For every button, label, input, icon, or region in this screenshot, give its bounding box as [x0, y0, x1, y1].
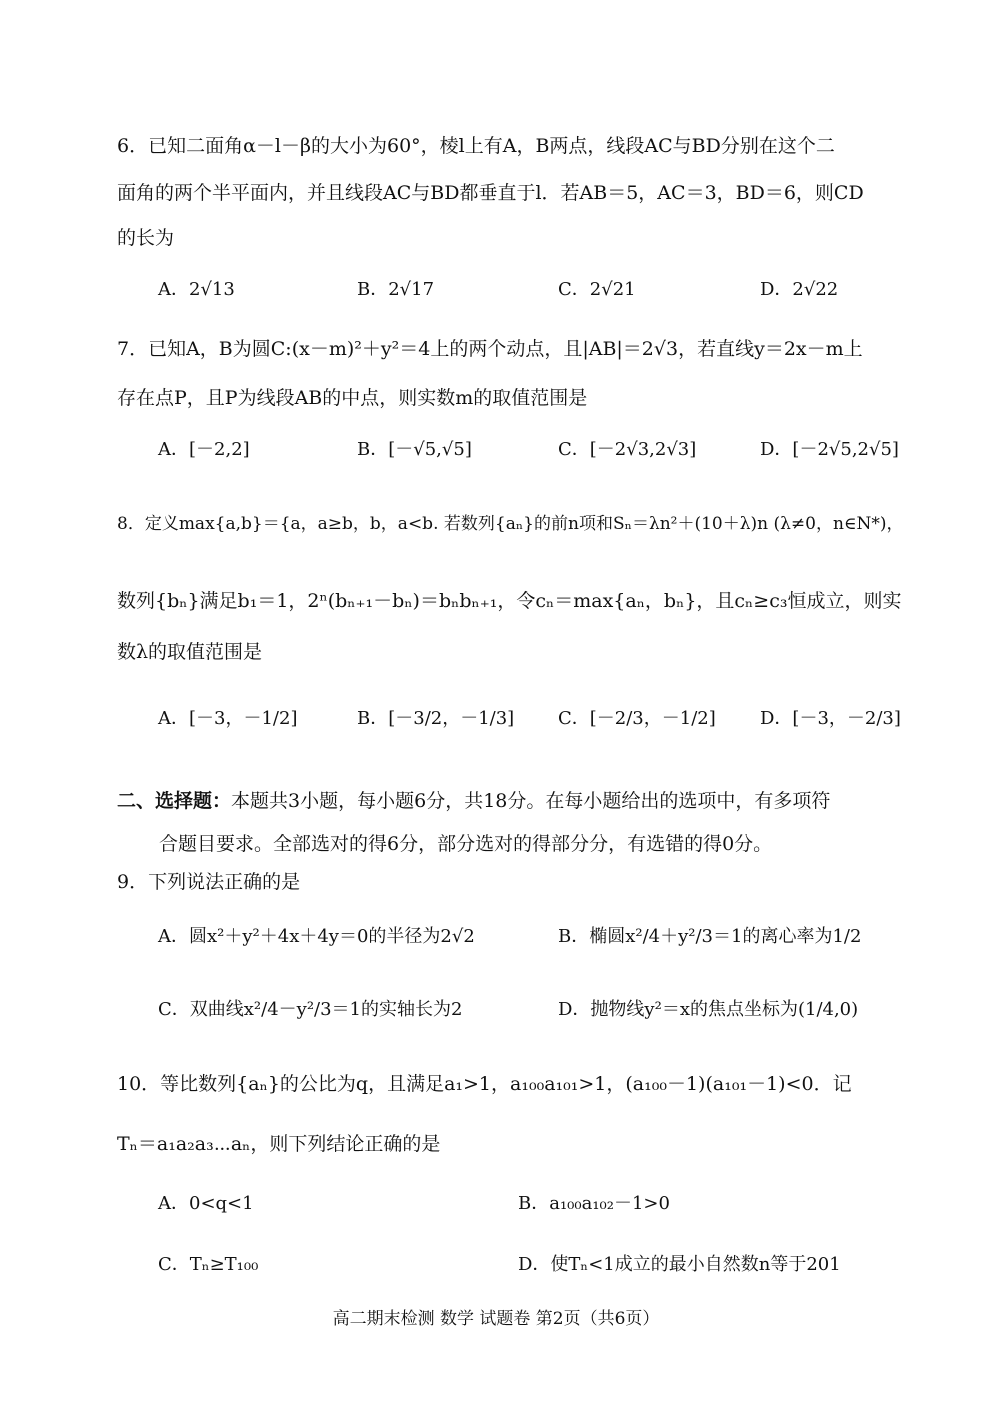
q8-option-c: C．[－2/3，－1/2] — [558, 708, 716, 729]
q7-option-d: D．[－2√5,2√5] — [760, 439, 899, 460]
q7-option-c: C．[－2√3,2√3] — [558, 439, 697, 460]
q7-option-a: A．[－2,2] — [158, 439, 250, 460]
q6-line1: 6．已知二面角α－l－β的大小为60°，棱l上有A，B两点，线段AC与BD分别在这个二 — [117, 135, 835, 157]
q9-option-c: C．双曲线x²/4－y²/3＝1的实轴长为2 — [158, 999, 463, 1020]
q8-option-d: D．[－3，－2/3] — [760, 708, 901, 729]
q8-line1: 8．定义max{a,b}＝{a，a≥b，b，a<b. 若数列{aₙ}的前n项和Sₙ＝λn²＋(10＋λ)n (λ≠0，n∈N*)， — [117, 514, 904, 534]
q9-option-d: D．抛物线y²＝x的焦点坐标为(1/4,0) — [558, 999, 859, 1020]
q8-option-b: B．[－3/2，－1/3] — [357, 708, 515, 729]
section2-heading: 二、选择题： — [117, 790, 232, 812]
q10-option-b: B．a₁₀₀a₁₀₂－1>0 — [518, 1193, 670, 1214]
q6-line2: 面角的两个半平面内，并且线段AC与BD都垂直于l．若AB＝5，AC＝3，BD＝6，则CD — [117, 182, 864, 204]
section2-text1: 本题共3小题，每小题6分，共18分。在每小题给出的选项中，有多项符 — [231, 790, 831, 812]
q8-line2: 数列{bₙ}满足b₁＝1，2ⁿ(bₙ₊₁－bₙ)＝bₙbₙ₊₁，令cₙ＝max{aₙ，bₙ}，且cₙ≥c₃恒成立，则实 — [117, 590, 902, 612]
q8-line3: 数λ的取值范围是 — [117, 641, 263, 663]
q9-stem: 9．下列说法正确的是 — [117, 871, 301, 893]
q6-line3: 的长为 — [117, 227, 175, 249]
q7-line1: 7．已知A，B为圆C:(x－m)²＋y²＝4上的两个动点，且|AB|＝2√3，若直线y＝2x－m上 — [117, 338, 863, 360]
page-footer: 高二期末检测 数学 试题卷 第2页（共6页） — [332, 1309, 660, 1329]
q8-option-a: A．[－3，－1/2] — [158, 708, 298, 729]
q9-option-b: B．椭圆x²/4＋y²/3＝1的离心率为1/2 — [558, 926, 862, 947]
q6-option-c: C．2√21 — [558, 279, 636, 300]
q6-option-b: B．2√17 — [357, 279, 435, 300]
q7-option-b: B．[－√5,√5] — [357, 439, 472, 460]
q9-option-a: A．圆x²＋y²＋4x＋4y＝0的半径为2√2 — [158, 926, 475, 947]
section2-line1 — [117, 789, 830, 813]
q10-option-d: D．使Tₙ<1成立的最小自然数n等于201 — [518, 1254, 841, 1275]
q10-line2: Tₙ＝a₁a₂a₃⋯aₙ，则下列结论正确的是 — [117, 1133, 441, 1155]
q6-option-a: A．2√13 — [158, 279, 235, 300]
q7-line2: 存在点P，且P为线段AB的中点，则实数m的取值范围是 — [117, 387, 588, 409]
q10-line1: 10．等比数列{aₙ}的公比为q，且满足a₁>1，a₁₀₀a₁₀₁>1，(a₁₀₀－1)(a₁₀₁－1)<0．记 — [117, 1073, 852, 1095]
q10-option-c: C．Tₙ≥T₁₀₀ — [158, 1254, 259, 1275]
q6-option-d: D．2√22 — [760, 279, 839, 300]
section2-line2: 合题目要求。全部选对的得6分，部分选对的得部分分，有选错的得0分。 — [159, 833, 773, 855]
q10-option-a: A．0<q<1 — [158, 1193, 254, 1214]
